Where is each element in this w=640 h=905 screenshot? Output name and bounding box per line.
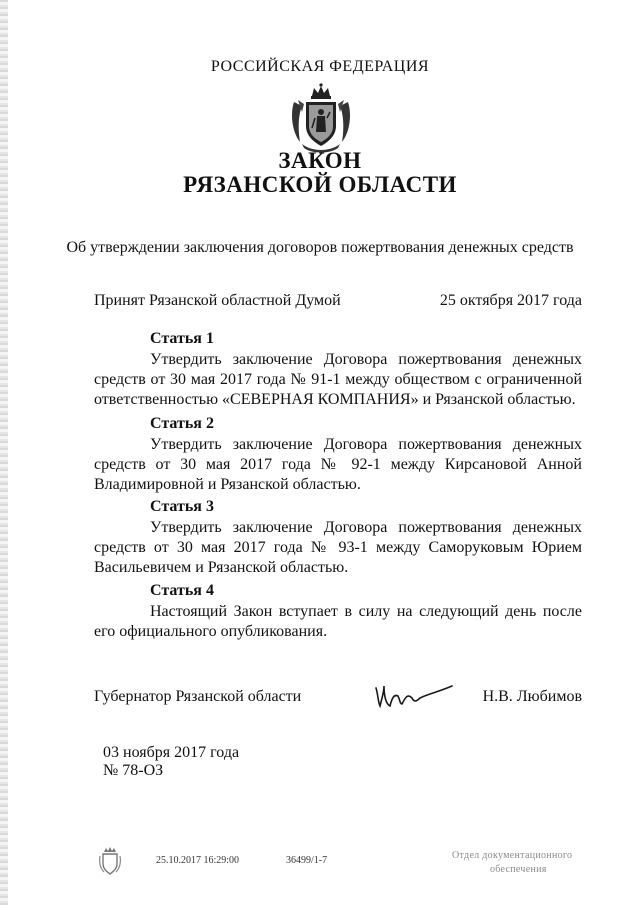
- article-4-title: Статья 4: [150, 582, 214, 599]
- article-2-title: Статья 2: [150, 415, 214, 432]
- article-2-text: Утвердить заключение Договора пожертвования денежных средств от 30 мая 2017 года № 92-1 между Кирсановой Анной Владимировной и Рязанской областью.: [94, 436, 582, 493]
- article-1-title: Статья 1: [150, 330, 214, 347]
- signatory-position: Губернатор Рязанской области: [94, 688, 302, 705]
- coat-of-arms-emblem: [288, 82, 354, 154]
- law-title-line1: ЗАКОН: [278, 148, 362, 173]
- country-header: РОССИЙСКАЯ ФЕДЕРАЦИЯ: [210, 58, 430, 75]
- adopted-label: Принят Рязанской областной Думой: [94, 292, 341, 309]
- article-1-text: Утвердить заключение Договора пожертвования денежных средств от 30 мая 2017 года № 91-1 между обществом с ограниченной ответственностью «СЕВЕРНАЯ КОМПАНИЯ» и Рязанской областью.: [94, 351, 582, 408]
- law-title-line2: РЯЗАНСКОЙ ОБЛАСТИ: [183, 172, 457, 197]
- stamp-line2: обеспечения: [490, 864, 547, 875]
- article-3-text: Утвердить заключение Договора пожертвования денежных средств от 30 мая 2017 года № 93-1 между Саморуковым Юрием Васильевичем и Рязанской областью.: [94, 519, 582, 576]
- footer-timestamp: 25.10.2017 16:29:00: [156, 855, 240, 866]
- signatory-name: Н.В. Любимов: [482, 688, 582, 705]
- handwritten-signature: [372, 680, 456, 712]
- article-4-text: Настоящий Закон вступает в силу на следующий день после его официального опубликования.: [94, 603, 582, 640]
- stamp-line1: Отдел документационного: [452, 850, 573, 861]
- footer-code: 36499/1-7: [286, 855, 328, 866]
- registration-date: 03 ноября 2017 года: [103, 744, 240, 761]
- scan-edge: [0, 0, 8, 905]
- registration-number: № 78-ОЗ: [103, 762, 164, 779]
- adopted-date: 25 октября 2017 года: [439, 292, 582, 309]
- law-subject: Об утверждении заключения договоров пожертвования денежных средств: [66, 239, 574, 256]
- article-3-title: Статья 3: [150, 498, 214, 515]
- footer-emblem-icon: [98, 846, 122, 876]
